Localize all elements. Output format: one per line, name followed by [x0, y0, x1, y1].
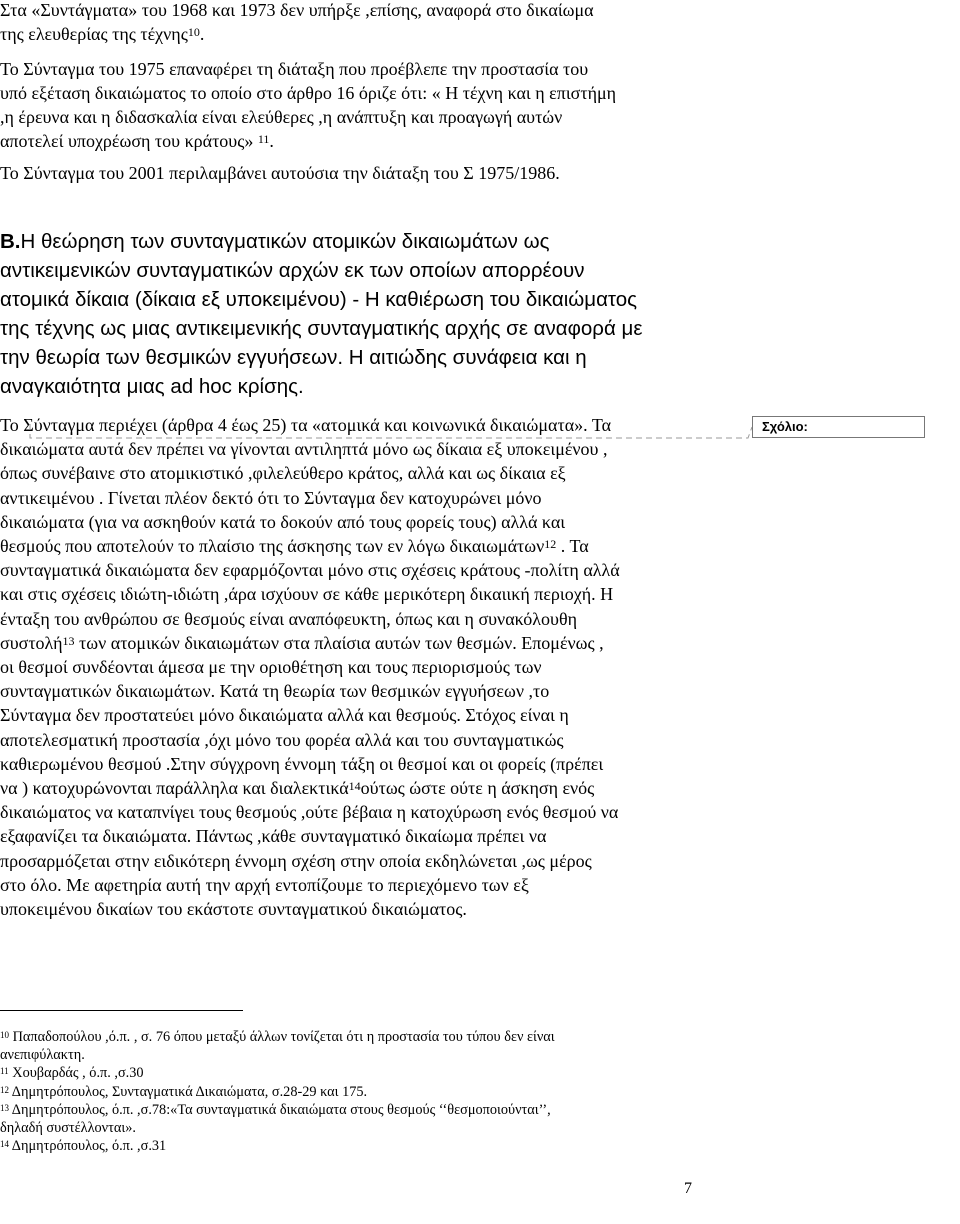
- section-letter: Β.: [0, 230, 21, 253]
- text-line: συνταγματικά δικαιώματα δεν εφαρμόζονται μόνο στις σχέσεις κράτους -πολίτη αλλά: [0, 560, 620, 581]
- footnote-separator: [0, 1010, 243, 1011]
- text-line: αποτελεσματική προστασία ,όχι μόνο του φορέα αλλά και του συνταγματικώς: [0, 729, 564, 750]
- text-line: θεσμούς που αποτελούν το πλαίσιο της άσκησης των εν λόγω δικαιωμάτων$^{12}$ . Τα: [0, 536, 589, 557]
- body-paragraph: [0, 413, 620, 921]
- comment-leader-line: [0, 0, 960, 460]
- text-line: Το Σύνταγμα του 2001 περιλαμβάνει αυτούσια την διάταξη του Σ 1975/1986.: [0, 163, 560, 183]
- text-line: στο όλο. Με αφετηρία αυτή την αρχή εντοπίζουμε το περιεχόμενο των εξ: [0, 874, 529, 895]
- text-line: την θεωρία των θεσμικών εγγυήσεων. Η αιτιώδης συνάφεια και η: [0, 346, 587, 369]
- text-line: προσαρμόζεται στην ειδικότερη έννομη σχέση στην οποία εκδηλώνεται ,ως μέρος: [0, 850, 592, 871]
- footnote-14: $^{14}$ Δημητρόπουλος, ό.π. ,σ.31: [0, 1138, 167, 1155]
- footnotes: [0, 1028, 555, 1155]
- footnote-10: $^{10}$ Παπαδοπούλου ,ό.π. , σ. 76 όπου μεταξύ άλλων τονίζεται ότι η προστασία του τύπου δεν είναι: [0, 1029, 555, 1045]
- text-line: καθιερωμένου θεσμού .Στην σύγχρονη έννομη τάξη οι θεσμοί και οι φορείς (πρέπει: [0, 753, 604, 774]
- footnote-ref-13[interactable]: 13: [62, 633, 75, 648]
- footnote-11: $^{11}$ Χουβαρδάς , ό.π. ,σ.30: [0, 1065, 144, 1082]
- text-line: Το Σύνταγμα περιέχει (άρθρα 4 έως 25) τα «ατομικά και κοινωνικά δικαιώματα». Τα: [0, 415, 612, 435]
- text-line: δικαιώματος να καταπνίγει τους θεσμούς ,ούτε βέβαια η κατοχύρωση ενός θεσμού να: [0, 802, 619, 823]
- text-line: αντικειμενικών συνταγματικών αρχών εκ των οποίων απορρέουν: [0, 259, 585, 282]
- footnote-10-continued: ανεπιφύλακτη.: [0, 1047, 85, 1064]
- text-line: εξαφανίζει τα δικαιώματα. Πάντως ,κάθε συνταγματικό δικαίωμα πρέπει να: [0, 826, 547, 847]
- text-line: αποτελεί υποχρέωση του κράτους» $^{11}$.: [0, 131, 274, 151]
- comment-label: Σχόλιο:: [762, 419, 808, 434]
- text-line: και στις σχέσεις ιδιώτη-ιδιώτη ,άρα ισχύουν σε κάθε μερικότερη δικαιική περιοχή. Η: [0, 584, 614, 605]
- text-line: να ) κατοχυρώνονται παράλληλα και διαλεκτικά$^{14}$ούτως ώστε ούτε η άσκηση ενός: [0, 778, 595, 799]
- text-line: ,η έρευνα και η διδασκαλία είναι ελεύθερες ,η ανάπτυξη και προαγωγή αυτών: [0, 107, 563, 127]
- text-line: Το Σύνταγμα του 1975 επαναφέρει τη διάταξη που προέβλεπε την προστασία του: [0, 59, 589, 79]
- text-line: ατομικά δίκαια (δίκαια εξ υποκειμένου) - Η καθιέρωση του δικαιώματος: [0, 288, 638, 311]
- text-line: υποκειμένου δικαίων του εκάστοτε συνταγματικού δικαιώματος.: [0, 899, 467, 920]
- text-line: δικαιώματα αυτά δεν πρέπει να γίνονται αντιληπτά μόνο ως δίκαια εξ υποκειμένου ,: [0, 439, 608, 460]
- text-line: της τέχνης ως μιας αντικειμενικής συνταγματικής αρχής σε αναφορά με: [0, 317, 643, 340]
- footnote-12: $^{12}$ Δημητρόπουλος, Συνταγματικά Δικαιώματα, σ.28-29 και 175.: [0, 1083, 368, 1100]
- text-line: Β.Η θεώρηση των συνταγματικών ατομικών δικαιωμάτων ως: [0, 230, 550, 253]
- text-line: υπό εξέταση δικαιώματος το οποίο στο άρθρο 16 όριζε ότι: « Η τέχνη και η επιστήμη: [0, 83, 617, 103]
- footnote-ref-14[interactable]: 14: [348, 779, 361, 794]
- text-line: αναγκαιότητα μιας ad hoc κρίσης.: [0, 375, 304, 398]
- footnote-ref-10[interactable]: 10: [187, 25, 200, 39]
- footnote-ref-11[interactable]: 11: [257, 132, 270, 146]
- text-line: δικαιώματα (για να ασκηθούν κατά το δοκούν από τους φορείς τους) αλλά και: [0, 511, 566, 532]
- text-line: ένταξη του ανθρώπου σε θεσμούς είναι αναπόφευκτη, όπως και η συνακόλουθη: [0, 608, 577, 629]
- text-line: της ελευθερίας της τέχνης$^{10}$.: [0, 24, 205, 44]
- footnote-ref-12[interactable]: 12: [544, 537, 557, 552]
- footnote-13: $^{13}$ Δημητρόπουλος, ό.π. ,σ.78:«Τα συνταγματικά δικαιώματα στους θεσμούς ‘‘θεσμοποιούνται’’,: [0, 1101, 551, 1118]
- comment-balloon[interactable]: [752, 416, 925, 438]
- text-line: οι θεσμοί συνδέονται άμεσα με την οριοθέτηση και τους περιορισμούς των: [0, 657, 542, 678]
- text-line: Στα «Συντάγματα» του 1968 και 1973 δεν υπήρξε ,επίσης, αναφορά στο δικαίωμα: [0, 0, 594, 20]
- text-line: συστολή$^{13}$ των ατομικών δικαιωμάτων στα πλαίσια αυτών των θεσμών. Επομένως ,: [0, 632, 604, 653]
- footnote-13-continued: δηλαδή συστέλλονται».: [0, 1120, 136, 1137]
- page-number: 7: [684, 1180, 692, 1197]
- text-line: αντικειμένου . Γίνεται πλέον δεκτό ότι το Σύνταγμα δεν κατοχυρώνει μόνο: [0, 487, 542, 508]
- text-line: Σύνταγμα δεν προστατεύει μόνο δικαιώματα αλλά και θεσμούς. Στόχος είναι η: [0, 705, 569, 726]
- text-line: συνταγματικών δικαιωμάτων. Κατά τη θεωρία των θεσμικών εγγυήσεων ,το: [0, 681, 550, 702]
- text-line: όπως συνέβαινε στο ατομικιστικό ,φιλελεύθερο κράτος, αλλά και ως δίκαια εξ: [0, 463, 566, 484]
